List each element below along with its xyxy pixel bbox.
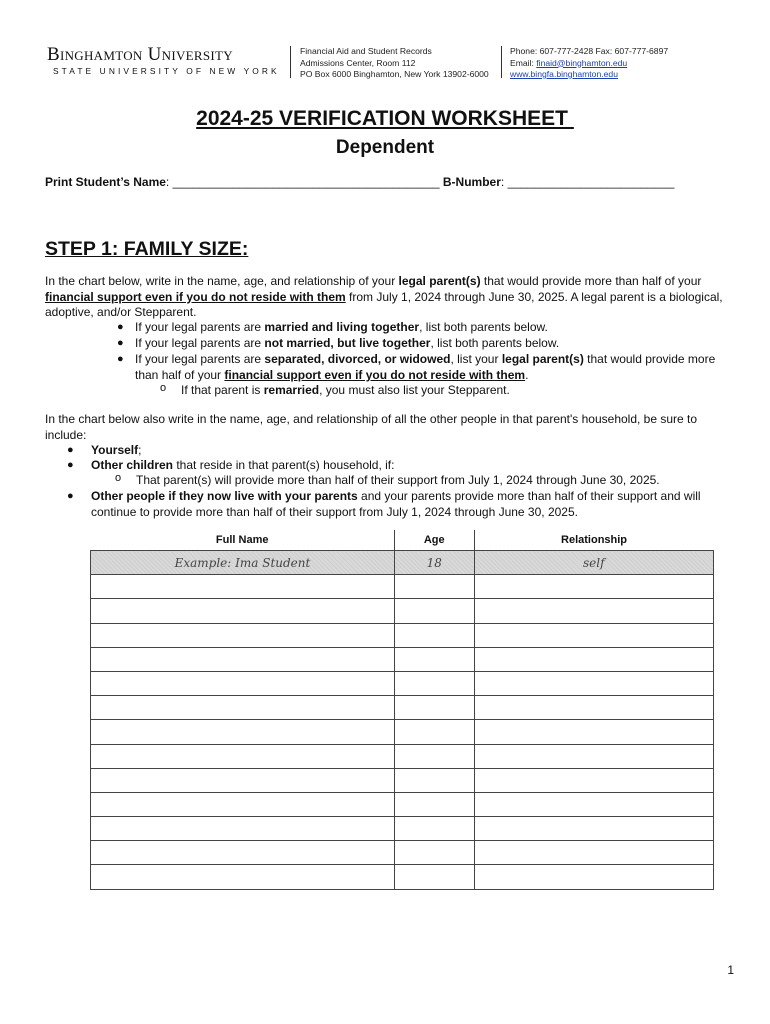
name-cell[interactable] xyxy=(91,647,395,671)
relationship-cell[interactable] xyxy=(474,671,713,695)
parent-bullet: If your legal parents are married and living together, list both parents below. xyxy=(135,320,548,334)
bullet-icon: ● xyxy=(117,337,124,349)
example-row xyxy=(91,551,714,575)
header-age: Age xyxy=(394,530,474,551)
table-row xyxy=(91,623,714,647)
bullet-icon: ● xyxy=(67,444,74,456)
office-line: Admissions Center, Room 112 xyxy=(300,57,416,68)
bnumber-field[interactable]: : _________________________ xyxy=(500,175,675,189)
relationship-cell[interactable] xyxy=(474,744,713,768)
relationship-cell[interactable] xyxy=(474,599,713,623)
family-table xyxy=(90,530,714,890)
bullet-icon: ● xyxy=(117,353,124,365)
office-address xyxy=(300,46,489,81)
age-cell[interactable] xyxy=(394,865,474,889)
example-age: 18 xyxy=(394,551,474,575)
website-line xyxy=(510,69,668,81)
student-info-line xyxy=(45,175,674,189)
parent-bullet: If your legal parents are separated, divorced, or widowed, list your legal parent(s) that would provide more than half of your financial support even if you do not reside with them. xyxy=(135,352,716,382)
page-title-text: 2024-25 VERIFICATION WORKSHEET xyxy=(196,107,568,130)
contact-phone: Phone: 607-777-2428 Fax: 607-777-6897 xyxy=(510,46,669,56)
age-cell[interactable] xyxy=(394,696,474,720)
student-name-field[interactable]: : ________________________________________ xyxy=(165,175,443,189)
header-full-name: Full Name xyxy=(91,530,395,551)
name-cell[interactable] xyxy=(91,599,395,623)
office-line: PO Box 6000 Binghamton, New York 13902-6000 xyxy=(300,69,489,79)
page-subtitle: Dependent xyxy=(335,137,435,158)
include-item: Yourself; xyxy=(91,443,142,457)
table-row xyxy=(91,744,714,768)
name-cell[interactable] xyxy=(91,575,395,599)
header-divider xyxy=(290,46,291,78)
table-row xyxy=(91,792,714,816)
include-sub-item: That parent(s) will provide more than half of their support from July 1, 2024 through June 30, 2025. xyxy=(136,473,660,487)
relationship-cell[interactable] xyxy=(474,575,713,599)
parent-bullet: If your legal parents are not married, but live together, list both parents below. xyxy=(135,336,560,350)
name-cell[interactable] xyxy=(91,817,395,841)
contact-info xyxy=(510,46,668,81)
name-cell[interactable] xyxy=(91,696,395,720)
table-row xyxy=(91,696,714,720)
name-cell[interactable] xyxy=(91,792,395,816)
bullet-icon: ● xyxy=(67,490,74,502)
relationship-cell[interactable] xyxy=(474,696,713,720)
age-cell[interactable] xyxy=(394,671,474,695)
stepparent-sub-bullet: If that parent is remarried, you must also list your Stepparent. xyxy=(181,383,510,397)
page-number: 1 xyxy=(727,963,734,977)
email-link[interactable]: finaid@binghamton.edu xyxy=(536,57,628,68)
relationship-cell[interactable] xyxy=(474,841,713,865)
age-cell[interactable] xyxy=(394,599,474,623)
name-cell[interactable] xyxy=(91,623,395,647)
relationship-cell[interactable] xyxy=(474,792,713,816)
age-cell[interactable] xyxy=(394,792,474,816)
bullet-icon: ● xyxy=(117,321,124,333)
relationship-cell[interactable] xyxy=(474,720,713,744)
step1-heading: STEP 1: FAMILY SIZE: xyxy=(45,238,249,260)
bnumber-label: B-Number xyxy=(442,175,501,189)
household-paragraph: In the chart below also write in the name, age, and relationship of all the other people in that parent's household, be sure to include: xyxy=(45,412,698,442)
table-row xyxy=(91,599,714,623)
name-cell[interactable] xyxy=(91,671,395,695)
intro-underline: financial support even if you do not reside with them xyxy=(45,289,346,304)
office-line: Financial Aid and Student Records xyxy=(300,46,432,56)
relationship-cell[interactable] xyxy=(474,865,713,889)
table-row xyxy=(91,647,714,671)
table-row xyxy=(91,768,714,792)
table-row xyxy=(91,865,714,889)
age-cell[interactable] xyxy=(394,647,474,671)
age-cell[interactable] xyxy=(394,623,474,647)
table-row xyxy=(91,720,714,744)
name-cell[interactable] xyxy=(91,720,395,744)
table-row xyxy=(91,575,714,599)
page-title xyxy=(0,107,770,131)
relationship-cell[interactable] xyxy=(474,768,713,792)
intro-text: In the chart below, write in the name, age, and relationship of your xyxy=(45,274,399,288)
table-row xyxy=(91,817,714,841)
age-cell[interactable] xyxy=(394,575,474,599)
student-name-label: Print Student’s Name xyxy=(45,175,166,189)
table-row xyxy=(91,671,714,695)
intro-text: that would provide more than half of your xyxy=(480,274,702,288)
relationship-cell[interactable] xyxy=(474,623,713,647)
example-relationship: self xyxy=(474,551,713,575)
age-cell[interactable] xyxy=(394,720,474,744)
age-cell[interactable] xyxy=(394,768,474,792)
age-cell[interactable] xyxy=(394,817,474,841)
include-item: Other children that reside in that parent(s) household, if: xyxy=(91,458,395,472)
sub-bullet-icon: o xyxy=(160,382,167,394)
intro-bold: legal parent(s) xyxy=(398,274,481,288)
include-item: Other people if they now live with your parents and your parents provide more than half of their support and will continue to provide more than half of their support from July 1, 2024 through June 30, 2025. xyxy=(91,489,701,519)
email-label: Email: xyxy=(510,57,537,68)
intro-text: from July 1, 2024 through June 30, 2025. A legal parent is a biological, adoptive, and/or Stepparent. xyxy=(45,289,723,320)
relationship-cell[interactable] xyxy=(474,647,713,671)
website-link[interactable]: www.bingfa.binghamton.edu xyxy=(510,69,618,79)
name-cell[interactable] xyxy=(91,841,395,865)
contact-email-line xyxy=(510,58,668,70)
example-name: Example: Ima Student xyxy=(91,551,395,575)
age-cell[interactable] xyxy=(394,744,474,768)
header-relationship: Relationship xyxy=(474,530,713,551)
bullet-icon: ● xyxy=(67,459,74,471)
table-row xyxy=(91,841,714,865)
step1-intro xyxy=(45,274,730,321)
table-header-row xyxy=(91,530,714,551)
relationship-cell[interactable] xyxy=(474,817,713,841)
header-divider xyxy=(501,46,502,78)
university-logo-subtitle: STATE UNIVERSITY OF NEW YORK xyxy=(53,66,280,76)
name-cell[interactable] xyxy=(91,744,395,768)
university-logo-name: Binghamton University xyxy=(47,44,233,65)
age-cell[interactable] xyxy=(394,841,474,865)
name-cell[interactable] xyxy=(91,768,395,792)
name-cell[interactable] xyxy=(91,865,395,889)
sub-bullet-icon: o xyxy=(115,472,122,484)
